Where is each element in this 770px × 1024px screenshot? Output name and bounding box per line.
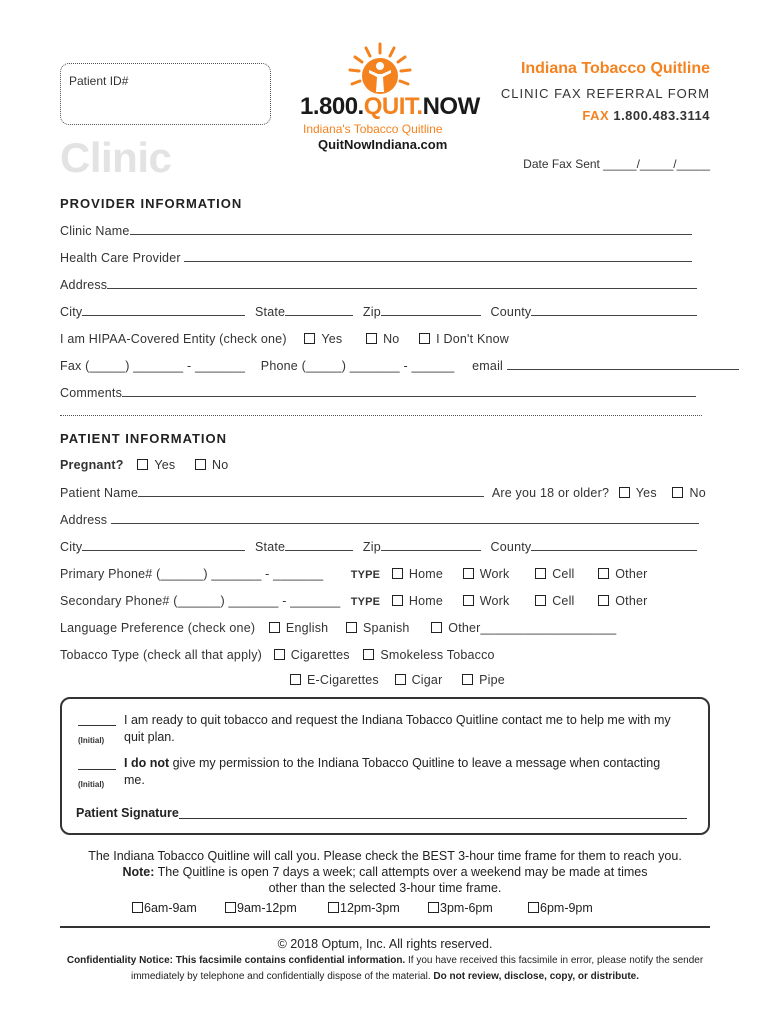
- fax-field[interactable]: Fax (_____) _______ - _______: [60, 359, 246, 373]
- zip-input[interactable]: [381, 540, 481, 551]
- consent-box: [60, 697, 710, 835]
- call-note: [60, 848, 710, 896]
- hipaa-no[interactable]: No: [366, 332, 399, 346]
- secondary-type-home[interactable]: Home: [392, 594, 443, 608]
- initial-label: (Initial): [78, 780, 105, 789]
- call-note-line-2: Note: The Quitline is open 7 days a week; call attempts over a weekend may be made at times: [122, 865, 648, 879]
- time-3pm-6pm[interactable]: 3pm-6pm: [428, 901, 493, 915]
- primary-type-work[interactable]: Work: [463, 567, 510, 581]
- form-title: CLINIC FAX REFERRAL FORM: [500, 86, 710, 101]
- pregnant-no[interactable]: No: [195, 458, 228, 472]
- org-name: Indiana Tobacco Quitline: [520, 60, 710, 77]
- time-12pm-3pm[interactable]: 12pm-3pm: [328, 901, 400, 915]
- health-care-provider-field[interactable]: [60, 251, 702, 265]
- tobacco-ecigarettes[interactable]: E-Cigarettes: [290, 673, 379, 687]
- type-label: TYPE: [350, 569, 381, 581]
- type-label: TYPE: [350, 596, 381, 608]
- secondary-type-work[interactable]: Work: [463, 594, 510, 608]
- tobacco-pipe[interactable]: Pipe: [462, 673, 505, 687]
- address-label: Address: [60, 513, 108, 527]
- primary-phone-field[interactable]: Primary Phone# (______) _______ - _______: [60, 567, 324, 581]
- age-question: Are you 18 or older?: [491, 486, 610, 500]
- pregnant-label: Pregnant?: [60, 458, 124, 472]
- consent-statement-2: I do not give my permission to the Indiana Tobacco Quitline to leave a message when contacting me.: [124, 756, 661, 787]
- provider-city-row: [60, 305, 702, 319]
- zip-label: Zip: [362, 305, 381, 319]
- comments-label: Comments: [60, 386, 123, 400]
- provider-label: Health Care Provider: [60, 251, 181, 265]
- secondary-type-other[interactable]: Other: [598, 594, 647, 608]
- confidentiality-notice: Confidentiality Notice: This facsimile contains confidential information. If you have received this facsimile in error, please notify the sender immediately by telephone and confidentially dispose of the material. Do not review, disclose, copy, or distribute.: [66, 955, 704, 982]
- patient-section-title: PATIENT INFORMATION: [60, 431, 228, 446]
- initial-label: (Initial): [78, 736, 105, 745]
- county-label: County: [490, 305, 532, 319]
- state-label: State: [255, 305, 286, 319]
- language-other[interactable]: Other___________________: [431, 621, 616, 635]
- patient-id-field[interactable]: [60, 63, 271, 125]
- county-label: County: [490, 540, 532, 554]
- city-label: City: [60, 540, 83, 554]
- clinic-watermark: Clinic: [60, 134, 172, 181]
- hipaa-yes[interactable]: Yes: [304, 332, 342, 346]
- call-note-line-1: The Indiana Tobacco Quitline will call you. Please check the BEST 3-hour time frame for them to reach you.: [88, 849, 682, 863]
- state-label: State: [255, 540, 286, 554]
- tobacco-smokeless[interactable]: Smokeless Tobacco: [363, 648, 494, 662]
- patient-name-row: [60, 486, 706, 500]
- patient-signature-line[interactable]: [179, 818, 687, 819]
- city-input[interactable]: [82, 540, 245, 551]
- primary-type-cell[interactable]: Cell: [535, 567, 574, 581]
- language-spanish[interactable]: Spanish: [346, 621, 410, 635]
- age-yes[interactable]: Yes: [619, 486, 657, 500]
- provider-section-title: PROVIDER INFORMATION: [60, 196, 243, 211]
- call-note-line-3: other than the selected 3-hour time frame.: [268, 881, 502, 895]
- primary-phone-row: [60, 567, 702, 581]
- city-input[interactable]: [82, 305, 245, 316]
- copyright: © 2018 Optum, Inc. All rights reserved.: [277, 937, 493, 951]
- tobacco-cigarettes[interactable]: Cigarettes: [274, 648, 350, 662]
- secondary-phone-row: [60, 594, 702, 608]
- primary-type-home[interactable]: Home: [392, 567, 443, 581]
- tobacco-row: [60, 648, 702, 662]
- section-divider: [60, 415, 702, 416]
- time-9am-12pm[interactable]: 9am-12pm: [225, 901, 297, 915]
- zip-input[interactable]: [381, 305, 481, 316]
- hipaa-question: I am HIPAA-Covered Entity (check one): [60, 332, 287, 346]
- zip-label: Zip: [362, 540, 381, 554]
- language-row: [60, 621, 702, 635]
- primary-type-other[interactable]: Other: [598, 567, 647, 581]
- secondary-phone-field[interactable]: Secondary Phone# (______) _______ - _______: [60, 594, 341, 608]
- tobacco-cigar[interactable]: Cigar: [395, 673, 443, 687]
- pregnant-row: [60, 458, 702, 472]
- address-label: Address: [60, 278, 108, 292]
- county-input[interactable]: [531, 540, 697, 551]
- pregnant-yes[interactable]: Yes: [137, 458, 175, 472]
- email-input[interactable]: [507, 359, 739, 370]
- hipaa-dont-know[interactable]: I Don't Know: [419, 332, 509, 346]
- patient-name-input[interactable]: [138, 486, 484, 497]
- time-6pm-9pm[interactable]: 6pm-9pm: [528, 901, 593, 915]
- clinic-name-field[interactable]: [60, 224, 702, 238]
- initial-line-1[interactable]: [78, 725, 116, 726]
- logo-tagline: Indiana's Tobacco Quitline: [303, 122, 443, 136]
- county-input[interactable]: [531, 305, 697, 316]
- patient-city-row: [60, 540, 702, 554]
- hipaa-row: [60, 332, 702, 346]
- patient-name-label: Patient Name: [60, 486, 139, 500]
- language-label: Language Preference (check one): [60, 621, 256, 635]
- logo-url: QuitNowIndiana.com: [318, 137, 448, 152]
- initial-line-2[interactable]: [78, 769, 116, 770]
- consent-statement-1: I am ready to quit tobacco and request the Indiana Tobacco Quitline contact me to help me with my quit plan.: [124, 713, 671, 744]
- fax-number: FAX 1.800.483.3114: [582, 108, 710, 123]
- state-input[interactable]: [285, 540, 353, 551]
- city-label: City: [60, 305, 83, 319]
- age-no[interactable]: No: [672, 486, 705, 500]
- provider-contact-row: [60, 359, 702, 373]
- state-input[interactable]: [285, 305, 353, 316]
- patient-id-label: Patient ID#: [69, 74, 129, 88]
- phone-field[interactable]: Phone (_____) _______ - ______: [260, 359, 455, 373]
- clinic-name-label: Clinic Name: [60, 224, 130, 238]
- tobacco-label: Tobacco Type (check all that apply): [60, 648, 263, 662]
- language-english[interactable]: English: [269, 621, 328, 635]
- provider-address-field[interactable]: [60, 278, 702, 292]
- quitline-phone-logo: 1.800.QUIT.NOW: [300, 93, 480, 120]
- date-fax-sent-field[interactable]: Date Fax Sent _____/_____/_____: [523, 157, 710, 171]
- patient-signature-label: Patient Signature: [76, 806, 179, 820]
- footer-divider: [60, 926, 710, 928]
- patient-address-field[interactable]: [60, 513, 702, 527]
- secondary-type-cell[interactable]: Cell: [535, 594, 574, 608]
- time-6am-9am[interactable]: 6am-9am: [132, 901, 197, 915]
- tobacco-row-2: [60, 673, 702, 687]
- email-label: email: [472, 359, 504, 373]
- comments-field[interactable]: [60, 386, 702, 400]
